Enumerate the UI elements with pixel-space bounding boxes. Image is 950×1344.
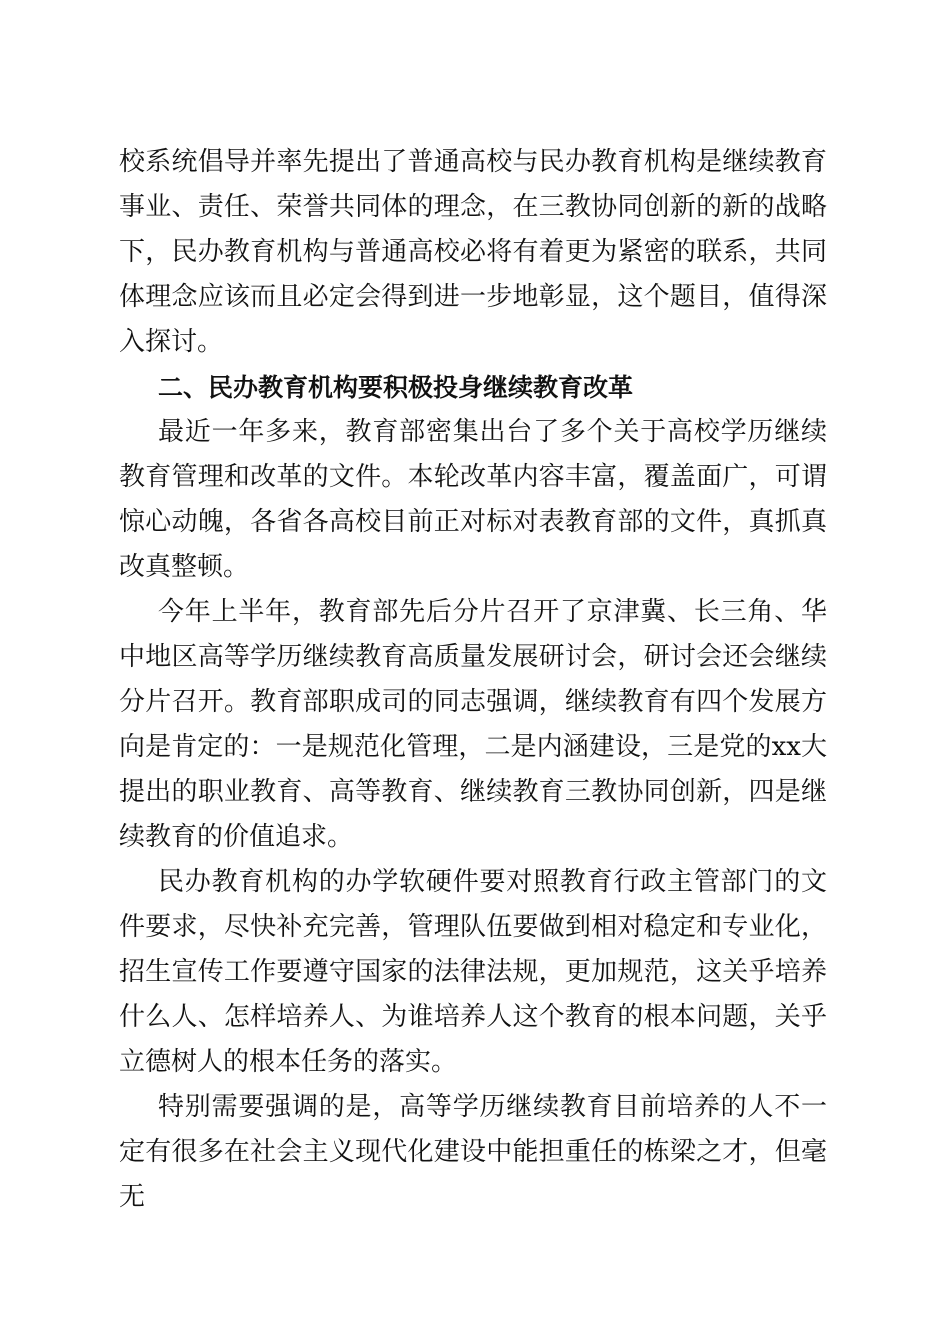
body-paragraph-4: 特别需要强调的是，高等学历继续教育目前培养的人不一定有很多在社会主义现代化建设中能担重任的栋梁之才，但毫无 xyxy=(119,1092,827,1212)
section-heading: 二、民办教育机构要积极投身继续教育改革 xyxy=(158,373,634,402)
body-paragraph-2: 今年上半年，教育部先后分片召开了京津冀、长三角、华中地区高等学历继续教育高质量发展研讨会，研讨会还会继续分片召开。教育部职成司的同志强调，继续教育有四个发展方向是肯定的：一是规范化管理，二是内涵建设，三是党的xx大提出的职业教育、高等教育、继续教育三教协同创新，四是继续教育的价值追求。 xyxy=(119,597,827,852)
body-paragraph-3: 民办教育机构的办学软硬件要对照教育行政主管部门的文件要求，尽快补充完善，管理队伍要做到相对稳定和专业化，招生宣传工作要遵守国家的法律法规，更加规范，这关乎培养什么人、怎样培养人、为谁培养人这个教育的根本问题，关乎立德树人的根本任务的落实。 xyxy=(119,867,827,1077)
body-paragraph-1: 最近一年多来，教育部密集出台了多个关于高校学历继续教育管理和改革的文件。本轮改革内容丰富，覆盖面广，可谓惊心动魄，各省各高校目前正对标对表教育部的文件，真抓真改真整顿。 xyxy=(119,417,827,582)
document-page xyxy=(119,140,827,1220)
continued-paragraph: 校系统倡导并率先提出了普通高校与民办教育机构是继续教育事业、责任、荣誉共同体的理念，在三教协同创新的新的战略下，民办教育机构与普通高校必将有着更为紧密的联系，共同体理念应该而且必定会得到进一步地彰显，这个题目，值得深入探讨。 xyxy=(119,147,827,357)
